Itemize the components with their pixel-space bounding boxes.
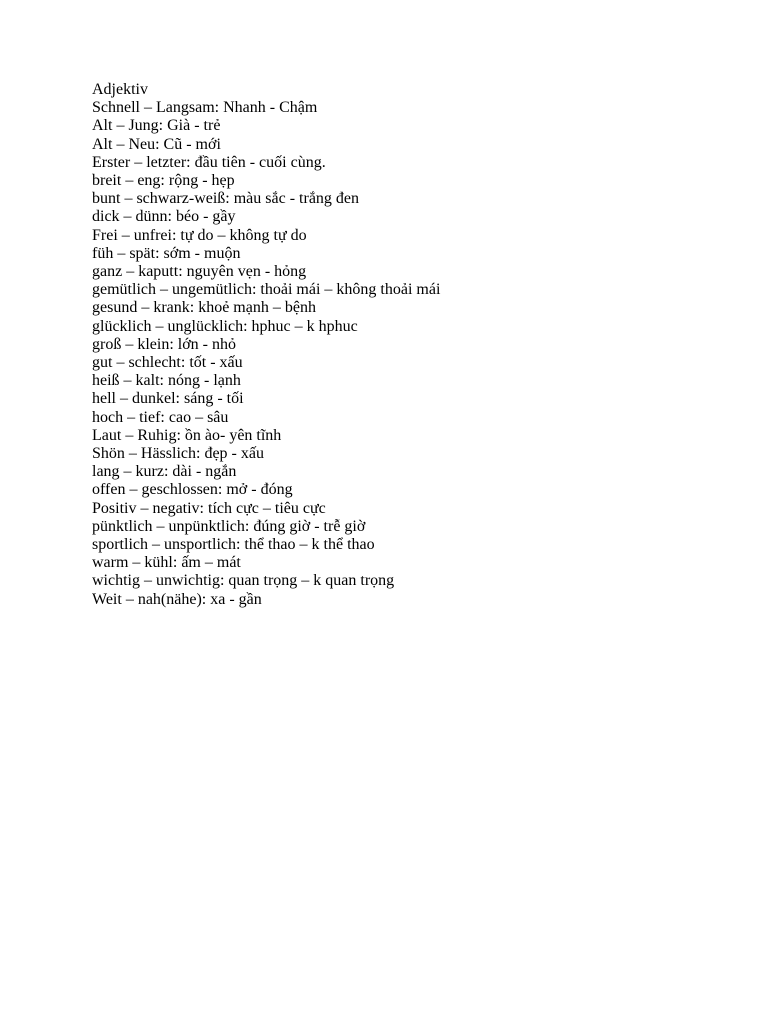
vocabulary-line: offen – geschlossen: mở - đóng [92,481,293,499]
vocabulary-line: heiß – kalt: nóng - lạnh [92,372,241,390]
vocabulary-line: Shön – Hässlich: đẹp - xấu [92,445,264,463]
vocabulary-line: warm – kühl: ấm – mát [92,554,241,572]
vocabulary-list [92,99,712,609]
vocabulary-line: Schnell – Langsam: Nhanh - Chậm [92,99,318,117]
vocabulary-line: Laut – Ruhig: ồn ào- yên tĩnh [92,426,282,444]
vocabulary-line: pünktlich – unpünktlich: đúng giờ - trễ giờ [92,517,366,535]
vocabulary-line: lang – kurz: dài - ngắn [92,463,237,481]
vocabulary-line: ganz – kaputt: nguyên vẹn - hỏng [92,263,307,281]
vocabulary-line: glücklich – unglücklich: hphuc – k hphuc [92,317,358,335]
vocabulary-line: Alt – Neu: Cũ - mới [92,135,221,153]
vocabulary-line: groß – klein: lớn - nhỏ [92,335,236,353]
vocabulary-line: Frei – unfrei: tự do – không tự do [92,226,307,244]
vocabulary-line: hoch – tief: cao – sâu [92,408,229,426]
vocabulary-line: hell – dunkel: sáng - tối [92,390,244,408]
vocabulary-line: gemütlich – ungemütlich: thoải mái – không thoải mái [92,281,441,299]
vocabulary-line: Erster – letzter: đầu tiên - cuối cùng. [92,153,326,171]
vocabulary-line: breit – eng: rộng - hẹp [92,172,235,190]
vocabulary-line: bunt – schwarz-weiß: màu sắc - trắng đen [92,190,360,208]
vocabulary-line: gesund – krank: khoẻ mạnh – bệnh [92,299,316,317]
vocabulary-line: dick – dünn: béo - gầy [92,208,236,226]
vocabulary-line: gut – schlecht: tốt - xấu [92,354,243,372]
vocabulary-line: Positiv – negativ: tích cực – tiêu cực [92,499,326,517]
vocabulary-line: sportlich – unsportlich: thể thao – k thể thao [92,536,375,554]
vocabulary-line: wichtig – unwichtig: quan trọng – k quan trọng [92,572,395,590]
document-body [92,81,712,609]
vocabulary-line: Weit – nah(nähe): xa - gần [92,590,262,608]
document-heading: Adjektiv [92,81,148,98]
vocabulary-line: füh – spät: sớm - muộn [92,244,241,262]
vocabulary-line: Alt – Jung: Già - trẻ [92,117,221,135]
